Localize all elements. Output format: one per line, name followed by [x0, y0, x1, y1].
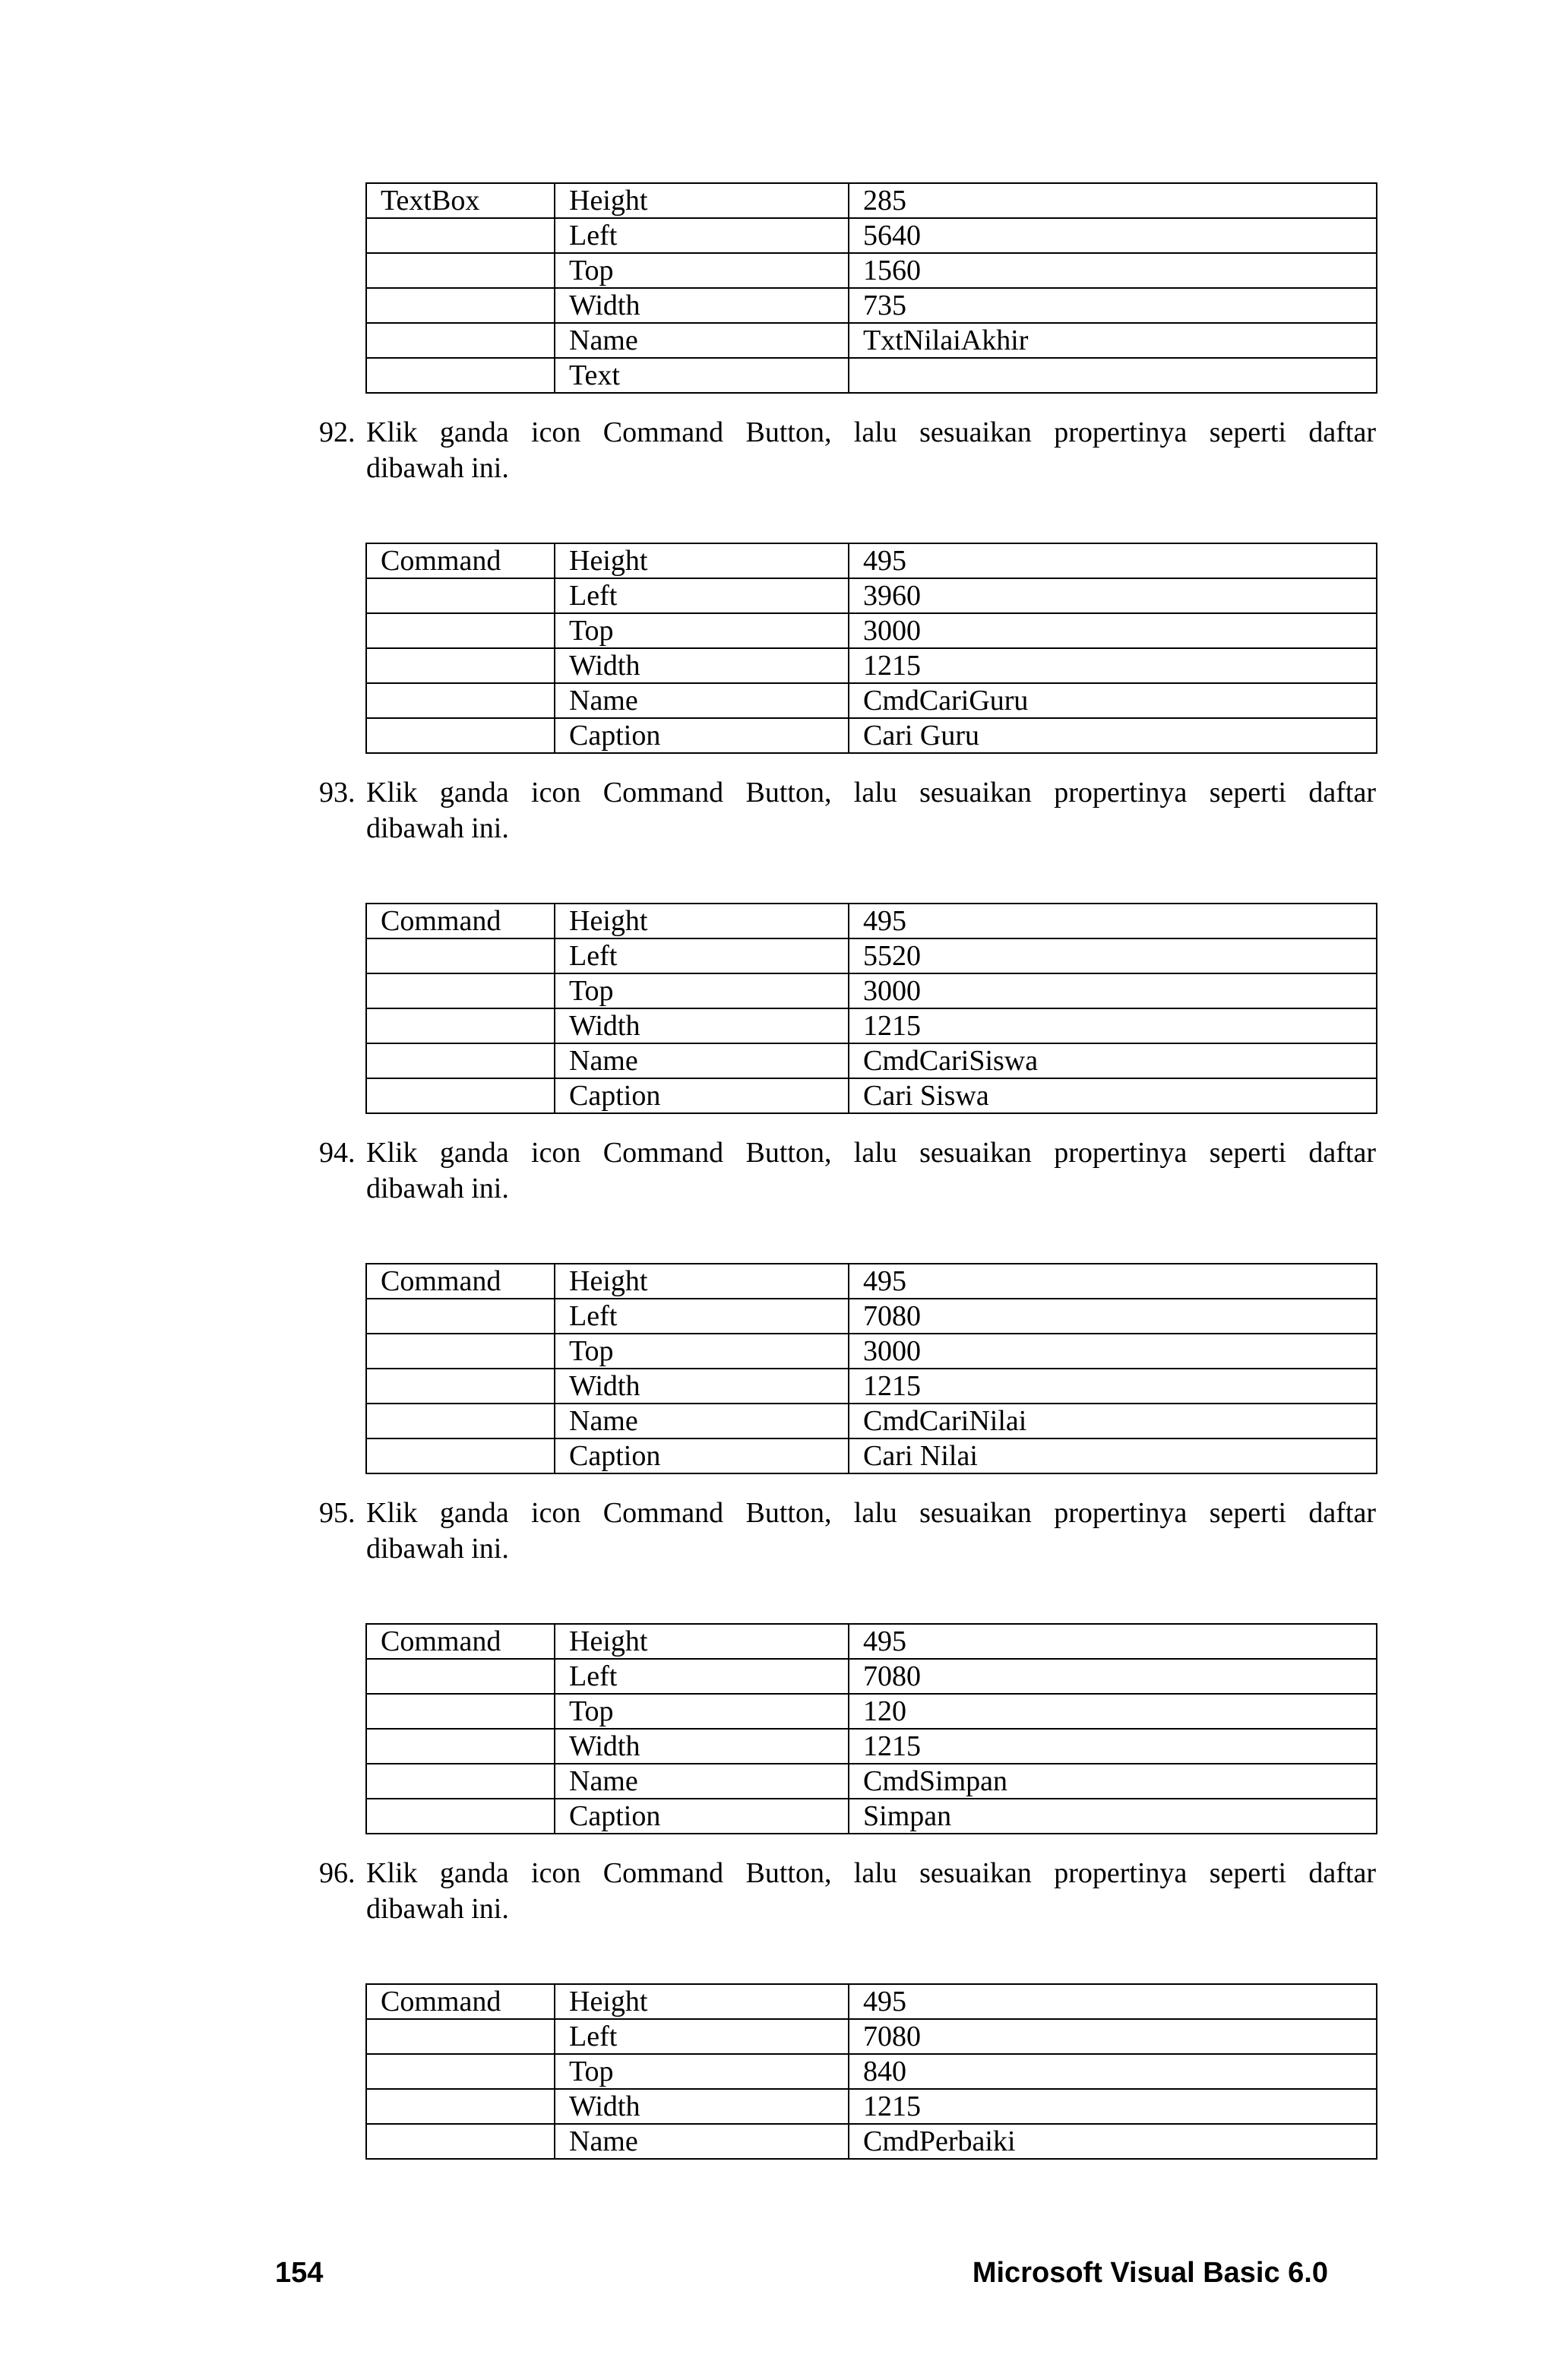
property-value-cell: 3960	[849, 578, 1377, 613]
property-table	[365, 903, 1377, 1114]
table-row	[366, 1369, 1377, 1404]
property-name-cell: Name	[555, 683, 849, 718]
property-table	[365, 1263, 1377, 1474]
book-title: Microsoft Visual Basic 6.0	[972, 2257, 1328, 2289]
step-text-line2: dibawah ini.	[366, 1893, 509, 1925]
table-row	[366, 718, 1377, 753]
property-value-cell: Cari Siswa	[849, 1078, 1377, 1113]
control-type-cell: Command	[366, 1624, 555, 1659]
property-value-cell	[849, 358, 1377, 393]
control-type-cell	[366, 1078, 555, 1113]
property-value-cell: CmdPerbaiki	[849, 2124, 1377, 2159]
step-number: 95.	[319, 1497, 356, 1529]
property-value-cell: 7080	[849, 1659, 1377, 1694]
property-name-cell: Top	[555, 613, 849, 648]
property-name-cell: Left	[555, 218, 849, 253]
control-type-cell	[366, 683, 555, 718]
property-name-cell: Width	[555, 648, 849, 683]
step-text-line2: dibawah ini.	[366, 812, 509, 844]
control-type-cell	[366, 648, 555, 683]
table-row	[366, 1729, 1377, 1764]
property-value-cell: 495	[849, 1624, 1377, 1659]
table-row	[366, 648, 1377, 683]
property-name-cell: Top	[555, 973, 849, 1008]
property-value-cell: 840	[849, 2054, 1377, 2089]
property-value-cell: 1215	[849, 1729, 1377, 1764]
control-type-cell	[366, 1404, 555, 1438]
step-text-line1: Klik ganda icon Command Button, lalu sesuaikan propertinya seperti daftar	[366, 777, 1376, 809]
table-row	[366, 1264, 1377, 1299]
control-type-cell	[366, 938, 555, 973]
table-row	[366, 543, 1377, 578]
table-row	[366, 1624, 1377, 1659]
table-row	[366, 904, 1377, 938]
table-row	[366, 683, 1377, 718]
property-name-cell: Width	[555, 2089, 849, 2124]
property-table	[365, 543, 1377, 754]
property-name-cell: Name	[555, 323, 849, 358]
table-row	[366, 2019, 1377, 2054]
table-row	[366, 1299, 1377, 1334]
table-row	[366, 183, 1377, 218]
property-value-cell: CmdCariSiswa	[849, 1043, 1377, 1078]
property-value-cell: Cari Nilai	[849, 1438, 1377, 1473]
property-name-cell: Top	[555, 1694, 849, 1729]
table-row	[366, 1404, 1377, 1438]
control-type-cell: Command	[366, 1984, 555, 2019]
table-row	[366, 323, 1377, 358]
table-row	[366, 253, 1377, 288]
property-value-cell: 735	[849, 288, 1377, 323]
control-type-cell: Command	[366, 904, 555, 938]
property-table	[365, 182, 1377, 394]
control-type-cell	[366, 2089, 555, 2124]
property-name-cell: Left	[555, 1659, 849, 1694]
control-type-cell	[366, 1764, 555, 1799]
property-value-cell: CmdCariGuru	[849, 683, 1377, 718]
control-type-cell	[366, 288, 555, 323]
property-value-cell: 3000	[849, 1334, 1377, 1369]
step-text	[366, 1135, 1376, 1207]
property-name-cell: Width	[555, 1369, 849, 1404]
control-type-cell	[366, 323, 555, 358]
property-value-cell: 495	[849, 543, 1377, 578]
property-name-cell: Name	[555, 1404, 849, 1438]
property-value-cell: CmdCariNilai	[849, 1404, 1377, 1438]
property-name-cell: Caption	[555, 1438, 849, 1473]
table-row	[366, 1043, 1377, 1078]
property-name-cell: Width	[555, 1729, 849, 1764]
property-name-cell: Top	[555, 253, 849, 288]
control-type-cell	[366, 1694, 555, 1729]
property-name-cell: Caption	[555, 718, 849, 753]
table-row	[366, 1984, 1377, 2019]
property-name-cell: Name	[555, 2124, 849, 2159]
control-type-cell	[366, 1043, 555, 1078]
property-value-cell: Cari Guru	[849, 718, 1377, 753]
table-row	[366, 973, 1377, 1008]
table-row	[366, 613, 1377, 648]
property-name-cell: Top	[555, 1334, 849, 1369]
control-type-cell	[366, 2019, 555, 2054]
property-value-cell: 1215	[849, 2089, 1377, 2124]
property-name-cell: Left	[555, 1299, 849, 1334]
control-type-cell: Command	[366, 1264, 555, 1299]
step-text	[366, 1856, 1376, 1927]
control-type-cell	[366, 358, 555, 393]
table-row	[366, 1438, 1377, 1473]
property-name-cell: Top	[555, 2054, 849, 2089]
step-text-line2: dibawah ini.	[366, 1173, 509, 1204]
property-name-cell: Left	[555, 578, 849, 613]
control-type-cell	[366, 2054, 555, 2089]
control-type-cell	[366, 718, 555, 753]
property-value-cell: 7080	[849, 1299, 1377, 1334]
control-type-cell	[366, 2124, 555, 2159]
property-value-cell: 1215	[849, 648, 1377, 683]
table-row	[366, 358, 1377, 393]
table-row	[366, 1334, 1377, 1369]
control-type-cell	[366, 1729, 555, 1764]
step-number: 92.	[319, 416, 356, 448]
step-text-line1: Klik ganda icon Command Button, lalu sesuaikan propertinya seperti daftar	[366, 1137, 1376, 1169]
table-row	[366, 1764, 1377, 1799]
control-type-cell	[366, 578, 555, 613]
property-value-cell: 3000	[849, 613, 1377, 648]
control-type-cell	[366, 973, 555, 1008]
property-name-cell: Caption	[555, 1799, 849, 1834]
property-name-cell: Width	[555, 1008, 849, 1043]
property-value-cell: 3000	[849, 973, 1377, 1008]
control-type-cell	[366, 218, 555, 253]
property-name-cell: Height	[555, 183, 849, 218]
property-name-cell: Height	[555, 1264, 849, 1299]
property-value-cell: 5640	[849, 218, 1377, 253]
property-table	[365, 1623, 1377, 1834]
control-type-cell	[366, 613, 555, 648]
step-text	[366, 1495, 1376, 1567]
property-value-cell: 1215	[849, 1369, 1377, 1404]
step-text	[366, 415, 1376, 486]
control-type-cell	[366, 1369, 555, 1404]
property-value-cell: 495	[849, 904, 1377, 938]
property-name-cell: Text	[555, 358, 849, 393]
property-value-cell: CmdSimpan	[849, 1764, 1377, 1799]
property-name-cell: Left	[555, 2019, 849, 2054]
step-text-line1: Klik ganda icon Command Button, lalu sesuaikan propertinya seperti daftar	[366, 1497, 1376, 1529]
control-type-cell	[366, 253, 555, 288]
table-row	[366, 2089, 1377, 2124]
control-type-cell: Command	[366, 543, 555, 578]
control-type-cell	[366, 1438, 555, 1473]
control-type-cell: TextBox	[366, 183, 555, 218]
table-row	[366, 578, 1377, 613]
property-name-cell: Name	[555, 1043, 849, 1078]
property-name-cell: Caption	[555, 1078, 849, 1113]
property-value-cell: 1560	[849, 253, 1377, 288]
step-number: 93.	[319, 777, 356, 809]
step-text-line2: dibawah ini.	[366, 1533, 509, 1565]
control-type-cell	[366, 1334, 555, 1369]
page-number: 154	[275, 2257, 324, 2289]
property-name-cell: Name	[555, 1764, 849, 1799]
step-text-line1: Klik ganda icon Command Button, lalu sesuaikan propertinya seperti daftar	[366, 416, 1376, 448]
control-type-cell	[366, 1799, 555, 1834]
table-row	[366, 1659, 1377, 1694]
property-value-cell: Simpan	[849, 1799, 1377, 1834]
property-name-cell: Left	[555, 938, 849, 973]
property-value-cell: 1215	[849, 1008, 1377, 1043]
table-row	[366, 938, 1377, 973]
property-value-cell: 495	[849, 1264, 1377, 1299]
table-row	[366, 2124, 1377, 2159]
table-row	[366, 1799, 1377, 1834]
property-name-cell: Height	[555, 543, 849, 578]
step-number: 94.	[319, 1137, 356, 1169]
step-text	[366, 775, 1376, 847]
table-row	[366, 1078, 1377, 1113]
table-row	[366, 218, 1377, 253]
control-type-cell	[366, 1008, 555, 1043]
control-type-cell	[366, 1299, 555, 1334]
table-row	[366, 1008, 1377, 1043]
property-name-cell: Height	[555, 904, 849, 938]
control-type-cell	[366, 1659, 555, 1694]
property-name-cell: Height	[555, 1984, 849, 2019]
property-value-cell: 495	[849, 1984, 1377, 2019]
property-value-cell: 285	[849, 183, 1377, 218]
property-value-cell: 5520	[849, 938, 1377, 973]
step-number: 96.	[319, 1857, 356, 1889]
property-name-cell: Height	[555, 1624, 849, 1659]
table-row	[366, 288, 1377, 323]
table-row	[366, 1694, 1377, 1729]
table-row	[366, 2054, 1377, 2089]
property-value-cell: 120	[849, 1694, 1377, 1729]
property-value-cell: TxtNilaiAkhir	[849, 323, 1377, 358]
step-text-line2: dibawah ini.	[366, 452, 509, 484]
step-text-line1: Klik ganda icon Command Button, lalu sesuaikan propertinya seperti daftar	[366, 1857, 1376, 1889]
property-table	[365, 1983, 1377, 2160]
property-name-cell: Width	[555, 288, 849, 323]
property-value-cell: 7080	[849, 2019, 1377, 2054]
